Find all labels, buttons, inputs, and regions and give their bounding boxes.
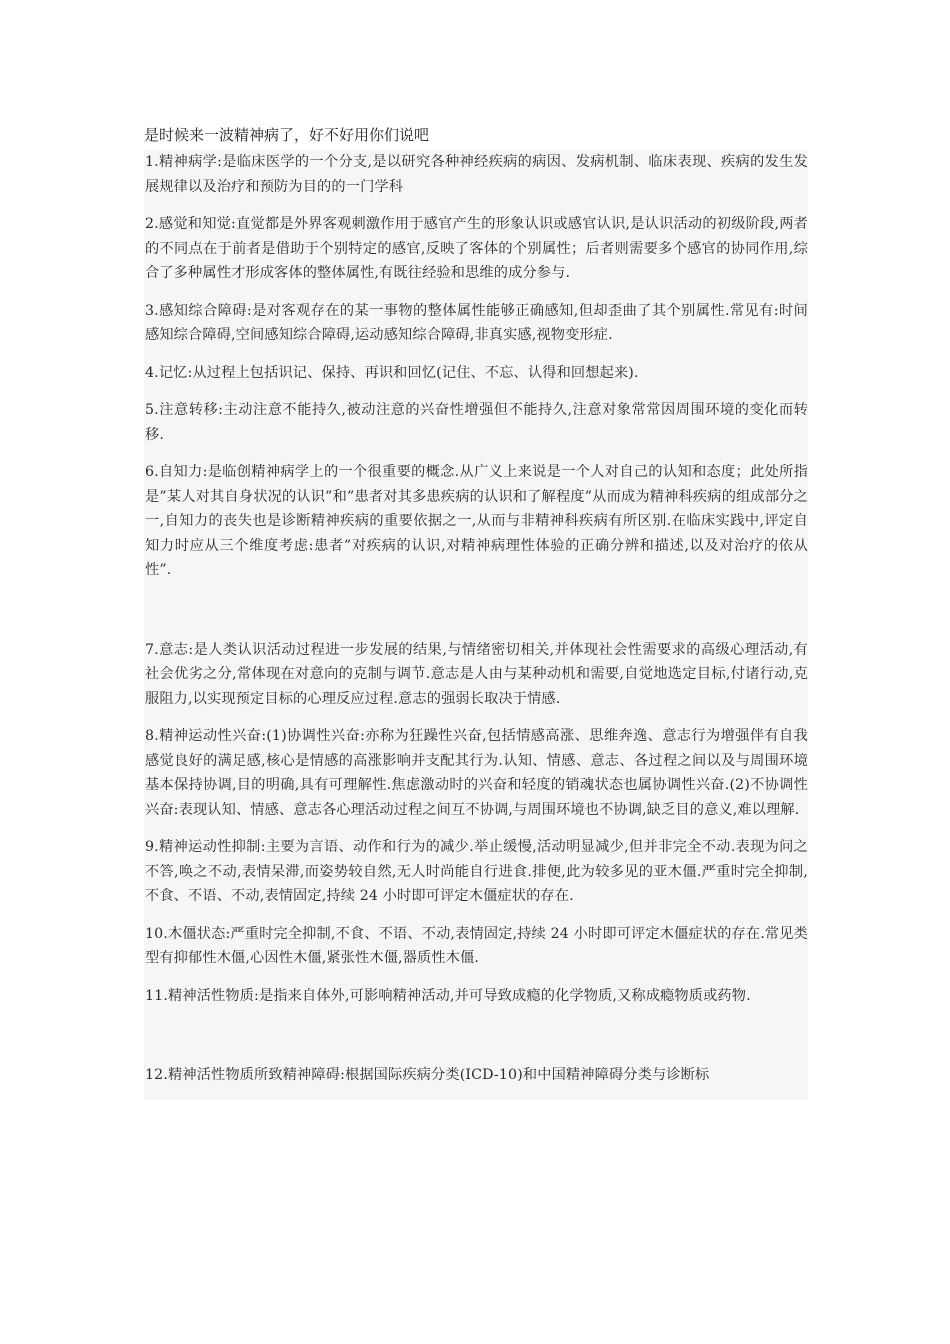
paragraph-5: 5.注意转移:主动注意不能持久,被动注意的兴奋性增强但不能持久,注意对象常常因周围环境的变化而转移. [145, 402, 808, 443]
paragraph-12: 12.精神活性物质所致精神障碍:根据国际疾病分类(ICD-10)和中国精神障碍分类与诊断标 [145, 1067, 710, 1083]
spacer [145, 1020, 808, 1062]
paragraph-11: 11.精神活性物质:是指来自体外,可影响精神活动,并可导致成瘾的化学物质,又称成瘾物质或药物. [145, 987, 751, 1004]
paragraph-10: 10.木僵状态:严重时完全抑制,不食、不语、不动,表情固定,持续 24 小时即可评定木僵症状的存在.常见类型有抑郁性木僵,心因性木僵,紧张性木僵,器质性木僵. [145, 925, 808, 966]
content-block-1 [144, 150, 808, 1100]
spacer [145, 595, 808, 637]
paragraph-9: 9.精神运动性抑制:主要为言语、动作和行为的减少.举止缓慢,活动明显减少,但并非完全不动.表现为问之不答,唤之不动,表情呆滞,而姿势较自然,无人时尚能自行进食.排便,此为较多见的亚木僵.严重时完全抑制,不食、不语、不动,表情固定,持续 24 小时即可评定木僵症状的存在. [145, 839, 808, 904]
paragraph-4: 4.记忆:从过程上包括识记、保持、再识和回忆(记住、不忘、认得和回想起来). [145, 364, 639, 381]
paragraph-7: 7.意志:是人类认识活动过程进一步发展的结果,与情绪密切相关,并体现社会性需要求的高级心理活动,有社会优劣之分,常体现在对意向的克制与调节.意志是人由与某种动机和需要,自觉地选定目标,付诸行动,克服阻力,以实现预定目标的心理反应过程.意志的强弱长取决于情感. [145, 641, 808, 707]
paragraph-1: 1.精神病学:是临床医学的一个分支,是以研究各种神经疾病的病因、发病机制、临床表现、疾病的发生发展规律以及治疗和预防为目的的一门学科 [145, 154, 808, 195]
paragraph-8: 8.精神运动性兴奋:(1)协调性兴奋:亦称为狂躁性兴奋,包括情感高涨、思维奔逸、意志行为增强伴有自我感觉良好的满足感,核心是情感的高涨影响并支配其行为.认知、情感、意志、各过程之间以及与周围环境基本保持协调,目的明确,具有可理解性.焦虑激动时的兴奋和轻度的销魂状态也属协调性兴奋.(2)不协调性兴奋:表现认知、情感、意志各心理活动过程之间互不协调,与周围环境也不协调,缺乏目的意义,难以理解. [145, 728, 808, 818]
document-title: 是时候来一波精神病了，好不好用你们说吧 [144, 126, 430, 144]
paragraph-3: 3.感知综合障碍:是对客观存在的某一事物的整体属性能够正确感知,但却歪曲了其个别属性.常见有:时间感知综合障碍,空间感知综合障碍,运动感知综合障碍,非真实感,视物变形症. [145, 302, 808, 343]
paragraph-2: 2.感觉和知觉:直觉都是外界客观刺激作用于感官产生的形象认识或感官认识,是认识活动的初级阶段,两者的不同点在于前者是借助于个别特定的感官,反映了客体的个别属性；后者则需要多个感官的协同作用,综合了多种属性才形成客体的整体属性,有既往经验和思维的成分参与. [145, 216, 808, 281]
paragraph-6: 6.自知力:是临创精神病学上的一个很重要的概念.从广义上来说是一个人对自己的认知和态度；此处所指是”某人对其自身状况的认识”和”患者对其多患疾病的认识和了解程度”从而成为精神科疾病的组成部分之一,自知力的丧失也是诊断精神疾病的重要依据之一,从而与非精神科疾病有所区别.在临床实践中,评定自知力时应从三个维度考虑:患者”对疾病的认识,对精神病理性体验的正确分辨和描述,以及对治疗的依从性”. [145, 464, 808, 578]
document-page [144, 122, 808, 1100]
